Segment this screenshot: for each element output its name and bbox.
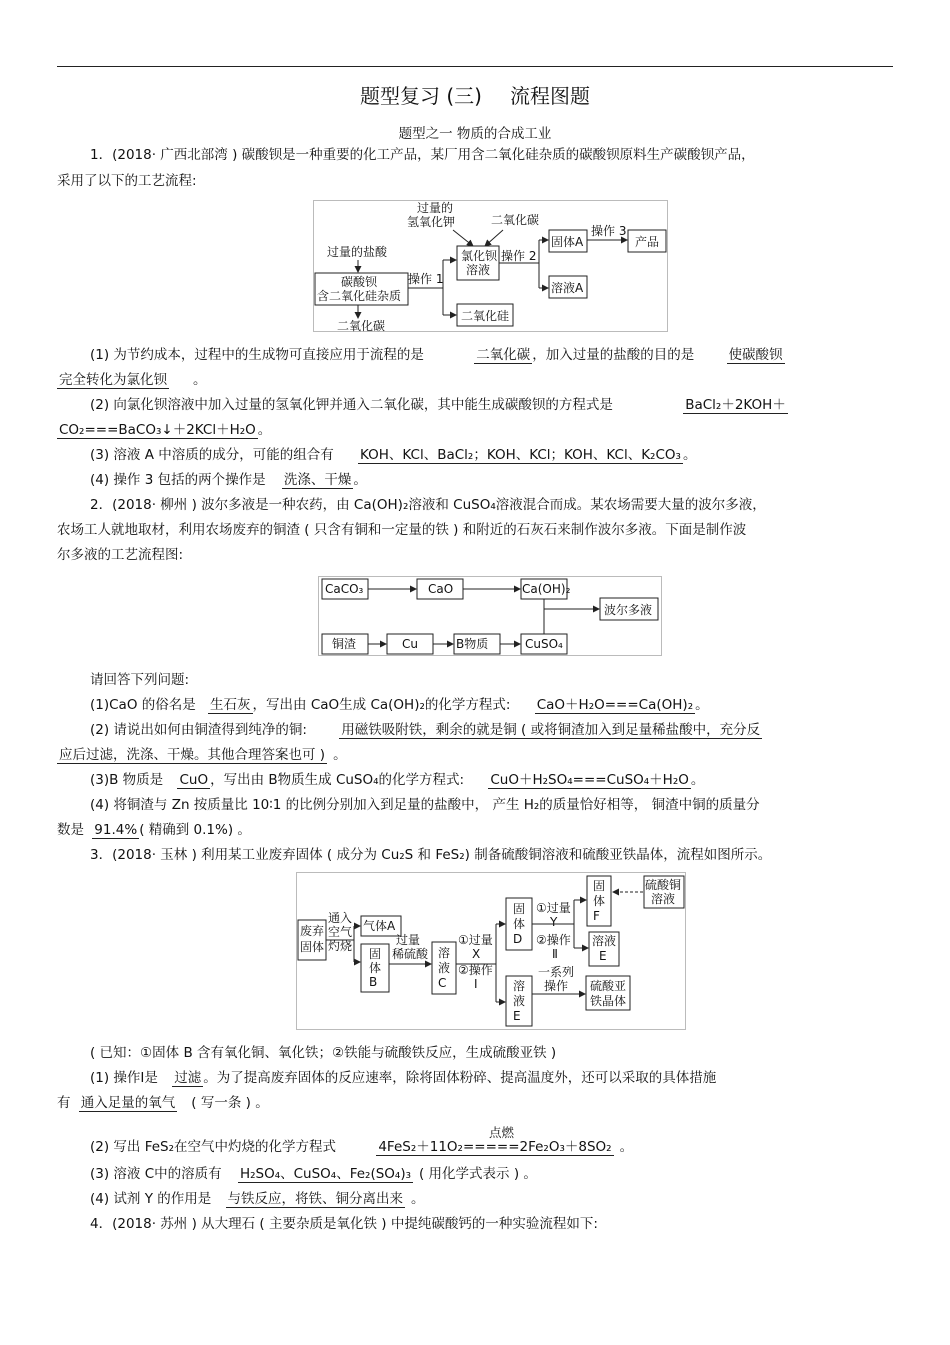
q2-2-line1 — [90, 721, 762, 739]
q2-intro: 2．(2018· 柳州 ) 波尔多液是一种农药，由 Ca(OH)₂溶液和 CuSO₄溶液混合而成。某农场需要大量的波尔多液， — [90, 497, 766, 513]
q1-1-text-a: (1) 为节约成本，过程中的生成物可直接应用于流程的是 — [90, 347, 424, 363]
q1-intro: 1．(2018· 广西北部湾 ) 碳酸钡是一种重要的化工产品，某厂用含二氧化硅杂质的碳酸钡原料生产碳酸钡产品， — [90, 147, 755, 163]
fig1-raw2: 含二氧化硅杂质 — [317, 289, 402, 303]
q3-1-text-a: (1) 操作Ⅰ是 — [90, 1070, 158, 1086]
q1-intro2: 采用了以下的工艺流程: — [57, 173, 197, 189]
fig1-op1: 操作 1 — [408, 272, 444, 286]
fig3-feso4-2: 铁晶体 — [590, 994, 627, 1008]
q1-2-end: 。 — [257, 422, 272, 438]
q1-4-text: (4) 操作 3 包括的两个操作是 — [90, 472, 266, 488]
fig1-reagent-top1: 过量的 — [417, 201, 454, 215]
fig1-bacl2-1: 氯化钡 — [461, 249, 498, 263]
section-subtitle: 题型之一 物质的合成工业 — [398, 126, 552, 142]
fig3-series-2: 操作 — [544, 979, 569, 993]
flow-diagram-1 — [313, 200, 668, 332]
q1-1-answer-b: 使碳酸钡 — [728, 347, 783, 363]
fig3-stepX-4: Ⅰ — [474, 977, 478, 991]
fig1-co2-out: 二氧化碳 — [337, 319, 386, 332]
fig3-air-2: 空气 — [328, 925, 353, 939]
fig2-caoh2: Ca(OH)₂ — [522, 582, 571, 596]
fig1-hcl: 过量的盐酸 — [327, 245, 388, 259]
q2-2-line2 — [57, 746, 347, 764]
fig3-solidD-1: 固 — [513, 902, 526, 916]
q1-2-text: (2) 向氯化钡溶液中加入过量的氢氧化钾并通入二氧化碳，其中能生成碳酸钡的方程式是 — [90, 397, 613, 413]
fig3-solnC-1: 溶 — [438, 946, 451, 960]
fig3-feso4-1: 硫酸亚 — [590, 979, 627, 993]
q1-2-answer-b: CO₂===BaCO₃↓＋2KCl＋H₂O — [59, 422, 256, 438]
q2-intro3: 尔多液的工艺流程图: — [57, 547, 184, 563]
q3-2-condition: 点燃 — [489, 1125, 515, 1140]
q2-4-line2 — [57, 821, 251, 839]
q2-4-answer: 91.4% — [94, 822, 138, 838]
q1-3-answer: KOH、KCl、BaCl₂；KOH、KCl；KOH、KCl、K₂CO₃ — [360, 447, 681, 463]
q3-3-answer: H₂SO₄、CuSO₄、Fe₂(SO₄)₃ — [239, 1166, 411, 1182]
q3-1-line2 — [57, 1094, 269, 1112]
fig3-air-1: 通入 — [328, 911, 353, 925]
q2-1-text-a: (1)CaO 的俗名是 — [90, 697, 196, 713]
fig2-slag: 铜渣 — [332, 637, 357, 651]
q1-1-end: 。 — [193, 372, 207, 388]
fig3-solidB-3: B — [369, 975, 378, 989]
q2-2-answer-a: 用磁铁吸附铁，剩余的就是铜 ( 或将铜渣加入到足量稀盐酸中，充分反 — [341, 722, 761, 738]
title-topic: 流程图题 — [509, 84, 590, 108]
q2-3-text-a: (3)B 物质是 — [90, 772, 164, 788]
fig3-solidD-2: 体 — [513, 917, 526, 931]
fig3-stepY-3: ②操作 — [536, 933, 571, 947]
q1-1-answer-a: 二氧化碳 — [476, 347, 531, 363]
q2-2-end: 。 — [333, 747, 347, 763]
q4-intro: 4．(2018· 苏州 ) 从大理石 ( 主要杂质是氧化铁 ) 中提纯碳酸钙的一种实验流程如下: — [90, 1216, 598, 1232]
fig3-waste-2: 固体 — [300, 940, 325, 954]
q3-1-text-c: 有 — [57, 1095, 71, 1111]
q1-4-end: 。 — [353, 472, 367, 488]
q1-3-text: (3) 溶液 A 中溶质的成分，可能的组合有 — [90, 447, 334, 463]
fig3-stepX-1: ①过量 — [458, 933, 493, 947]
q1-1-answer-c: 完全转化为氯化钡 — [59, 372, 167, 388]
q3-intro: 3．(2018· 玉林 ) 利用某工业废弃固体 ( 成分为 Cu₂S 和 FeS₂) 制备硫酸铜溶液和硫酸亚铁晶体，流程如图所示。 — [90, 847, 772, 863]
q3-4-end: 。 — [411, 1191, 425, 1207]
q2-4-end: ( 精确到 0.1%) 。 — [139, 822, 251, 838]
q2-1-text-b: ，写出由 CaO生成 Ca(OH)₂的化学方程式: — [252, 697, 511, 713]
q3-2-end: 。 — [619, 1139, 634, 1155]
q1-1-line1 — [90, 346, 785, 364]
q1-1-line2 — [57, 371, 207, 389]
fig2-b: B物质 — [456, 637, 489, 651]
fig1-op3: 操作 3 — [591, 224, 627, 238]
q3-3-line — [90, 1165, 537, 1183]
fig3-stepY-4: Ⅱ — [552, 947, 558, 961]
fig3-solnC-2: 液 — [438, 961, 451, 975]
fig3-solnC-3: C — [438, 976, 447, 990]
fig2-bordeaux: 波尔多液 — [604, 603, 653, 617]
fig3-acid-1: 过量 — [396, 933, 421, 947]
q1-2-answer-a: BaCl₂＋2KOH＋ — [685, 397, 786, 413]
fig3-solidB-1: 固 — [369, 947, 382, 961]
fig3-stepX-3: ②操作 — [458, 963, 493, 977]
fig3-air-3: 灼烧 — [328, 939, 353, 953]
q2-3-end: 。 — [690, 772, 705, 788]
fig1-product: 产品 — [635, 235, 660, 249]
fig1-sio2: 二氧化硅 — [461, 309, 510, 323]
page-title — [0, 80, 950, 109]
fig2-cao: CaO — [428, 582, 454, 596]
q2-intro2: 农场工人就地取材，利用农场废弃的铜渣 ( 只含有铜和一定量的铁 ) 和附近的石灰石来制作波尔多液。下面是制作波 — [57, 522, 747, 538]
q1-2-line2 — [57, 421, 271, 439]
q1-4-answer: 洗涤、干燥 — [283, 472, 352, 488]
q1-1-text-b: ，加入过量的盐酸的目的是 — [532, 347, 695, 363]
fig2-cu: Cu — [402, 637, 418, 651]
q2-3-answer-b: CuO＋H₂SO₄===CuSO₄＋H₂O — [490, 772, 689, 788]
q2-4-text: 数是 — [57, 822, 84, 838]
fig3-solidF-2: 体 — [593, 894, 606, 908]
q3-4-answer: 与铁反应，将铁、铜分离出来 — [227, 1191, 404, 1207]
fig3-solnE2-2: 液 — [513, 994, 526, 1008]
fig3-solnE1-2: E — [599, 949, 607, 963]
q2-1-answer-b: CaO＋H₂O===Ca(OH)₂ — [536, 697, 694, 713]
fig1-solidA: 固体A — [551, 235, 584, 249]
q1-3-end: 。 — [682, 447, 697, 463]
q3-1-text-b: 。为了提高废弃固体的反应速率，除将固体粉碎、提高温度外，还可以采取的具体措施 — [203, 1070, 717, 1086]
fig3-stepY-1: ①过量 — [536, 901, 571, 915]
q2-3-answer-a: CuO — [179, 772, 209, 788]
q1-4-line — [90, 471, 367, 489]
q2-3-text-b: ，写出由 B物质生成 CuSO₄的化学方程式: — [210, 772, 465, 788]
q3-4-text: (4) 试剂 Y 的作用是 — [90, 1191, 212, 1207]
q2-2-answer-b: 应后过滤，洗涤、干燥。其他合理答案也可 ) — [59, 747, 326, 763]
q2-1-answer-a: 生石灰 — [210, 697, 251, 713]
fig1-bacl2-2: 溶液 — [466, 263, 491, 277]
fig3-solidF-1: 固 — [593, 879, 606, 893]
q3-2-line — [90, 1138, 633, 1156]
q2-1-end: 。 — [695, 697, 709, 713]
q3-2-answer: 4FeS₂＋11O₂=====2Fe₂O₃＋8SO₂ — [378, 1139, 612, 1155]
fig3-stepX-2: X — [472, 947, 481, 961]
fig3-waste-1: 废弃 — [300, 924, 325, 938]
fig2-caco3: CaCO₃ — [325, 582, 364, 596]
q3-2-text: (2) 写出 FeS₂在空气中灼烧的化学方程式 — [90, 1139, 337, 1155]
fig3-solidD-3: D — [513, 932, 523, 946]
q3-3-text: (3) 溶液 C中的溶质有 — [90, 1166, 222, 1182]
q1-2-line1 — [90, 396, 788, 414]
q3-3-end: ( 用化学式表示 ) 。 — [419, 1166, 537, 1182]
fig3-cuso4-2: 溶液 — [651, 892, 676, 906]
q2-ask: 请回答下列问题: — [90, 672, 190, 688]
q3-4-line — [90, 1190, 425, 1208]
fig3-solnE2-1: 溶 — [513, 979, 526, 993]
fig1-reagent-top2: 氢氧化钾 — [407, 215, 456, 229]
title-main: 题型复习 (三) — [360, 84, 482, 108]
q3-1-line1 — [90, 1069, 716, 1087]
fig1-raw1: 碳酸钡 — [341, 275, 378, 289]
q2-4-line1: (4) 将铜渣与 Zn 按质量比 10∶1 的比例分别加入到足量的盐酸中， 产生 H₂的质量恰好相等， 铜渣中铜的质量分 — [90, 797, 760, 813]
fig1-co2-in: 二氧化碳 — [491, 213, 540, 227]
q2-1-line — [90, 696, 709, 714]
fig3-solidF-3: F — [593, 909, 600, 923]
fig1-solnA: 溶液A — [551, 281, 584, 295]
fig3-acid-2: 稀硫酸 — [392, 947, 429, 961]
fig3-gasA: 气体A — [363, 919, 396, 933]
flow-diagram-2 — [318, 576, 662, 656]
q3-1-answer-a: 过滤 — [174, 1070, 202, 1086]
fig1-op2: 操作 2 — [501, 249, 537, 263]
top-rule — [57, 66, 893, 67]
flow-diagram-3 — [296, 872, 686, 1030]
q2-3-line — [90, 771, 704, 789]
q1-3-line — [90, 446, 696, 464]
fig3-solnE1-1: 溶液 — [592, 934, 617, 948]
q3-1-answer-c: 通入足量的氧气 — [80, 1095, 176, 1111]
fig3-solidB-2: 体 — [369, 961, 382, 975]
fig3-stepY-2: Y — [550, 915, 558, 929]
fig2-cuso4: CuSO₄ — [525, 637, 563, 651]
fig3-cuso4-1: 硫酸铜 — [645, 878, 682, 892]
q3-1-end: ( 写一条 ) 。 — [191, 1095, 269, 1111]
q2-2-text: (2) 请说出如何由铜渣得到纯净的铜: — [90, 722, 307, 738]
fig3-series-1: 一系列 — [538, 965, 575, 979]
q3-known: ( 已知：①固体 B 含有氧化铜、氧化铁；②铁能与硫酸铁反应，生成硫酸亚铁 ) — [90, 1045, 557, 1061]
fig3-solnE2-3: E — [513, 1009, 521, 1023]
